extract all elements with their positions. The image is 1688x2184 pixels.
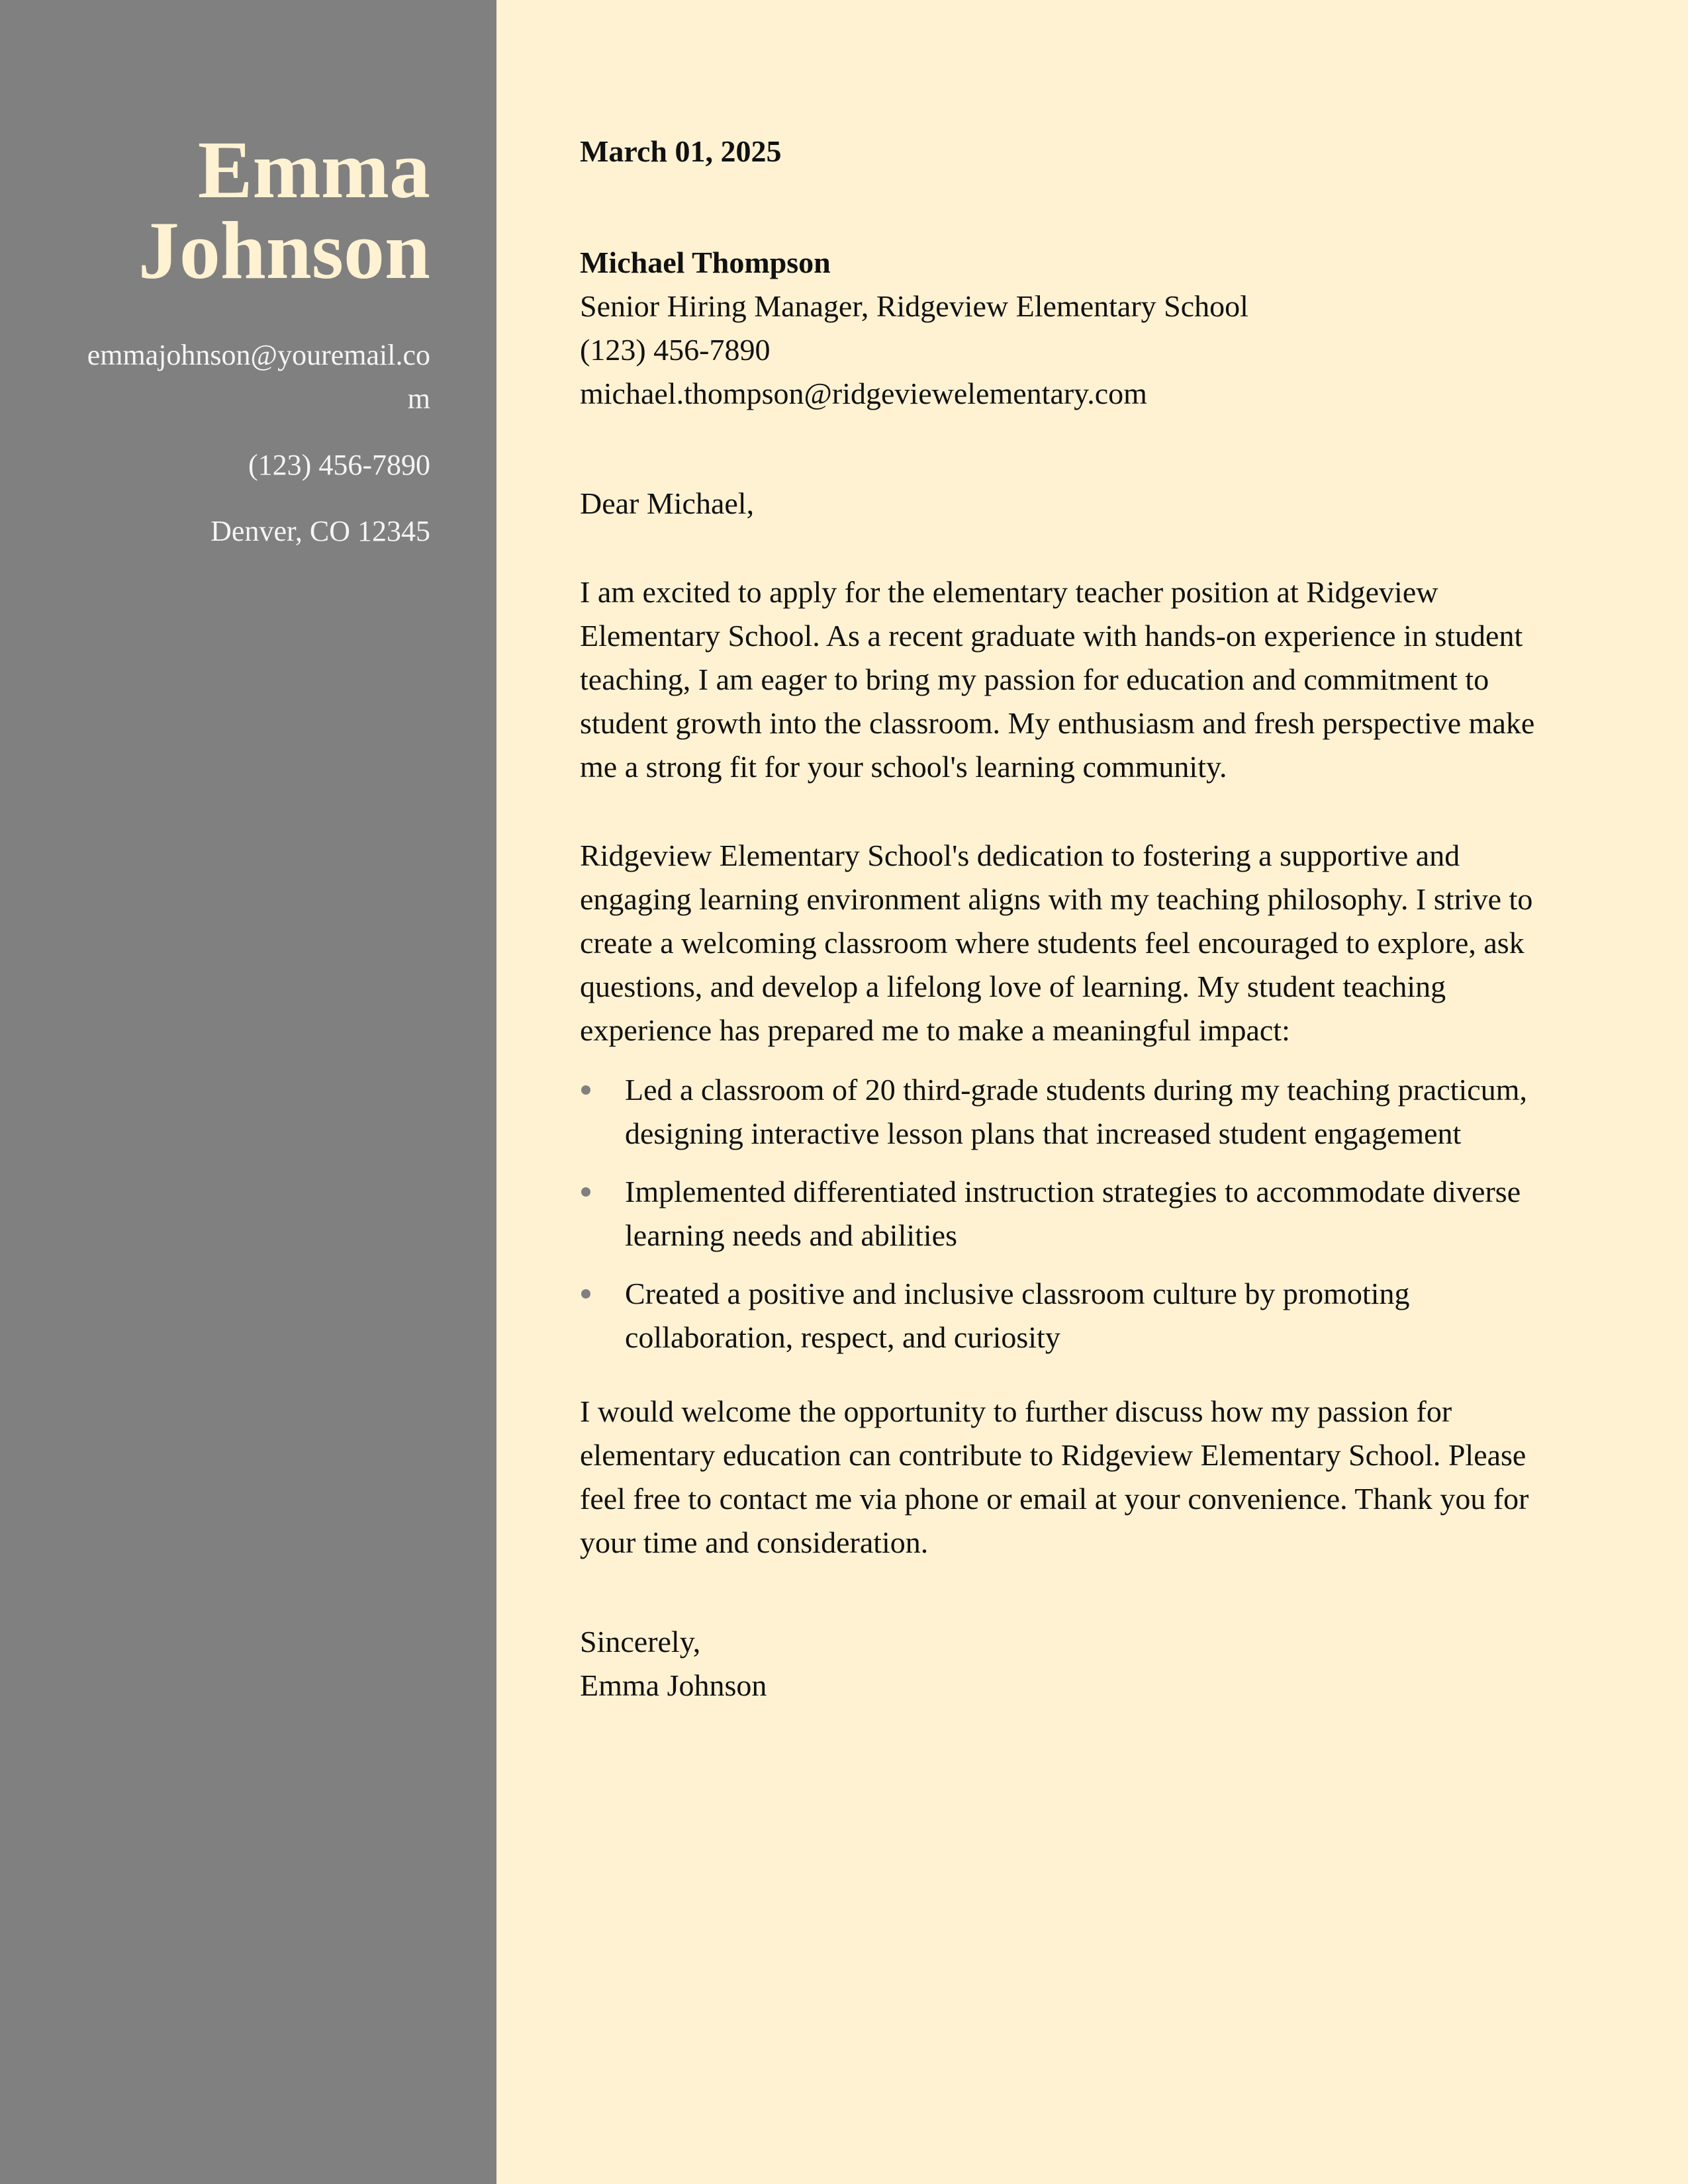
sender-first-name: Emma xyxy=(197,124,430,215)
letter-date: March 01, 2025 xyxy=(580,134,782,168)
signature: Emma Johnson xyxy=(580,1668,767,1702)
list-item-text: Led a classroom of 20 third-grade students during my teaching practicum, designing interactive lesson plans that increased student engagement xyxy=(625,1073,1527,1150)
list-item xyxy=(580,1068,1573,1156)
sender-last-name: Johnson xyxy=(138,205,430,296)
recipient-title: Senior Hiring Manager, Ridgeview Elementary School xyxy=(580,289,1248,323)
salutation: Dear Michael, xyxy=(580,486,755,520)
list-item xyxy=(580,1170,1573,1257)
bullet-dot-icon xyxy=(581,1187,590,1197)
bullet-dot-icon xyxy=(581,1289,590,1298)
list-item-text: Implemented differentiated instruction strategies to accommodate diverse learning needs and abilities xyxy=(625,1175,1521,1252)
recipient-name: Michael Thompson xyxy=(580,246,831,279)
sender-contact xyxy=(66,334,430,553)
sidebar xyxy=(0,0,496,2184)
recipient-block xyxy=(580,241,1573,416)
letter-body xyxy=(580,130,1573,1707)
list-item-text: Created a positive and inclusive classroom culture by promoting collaboration, respect, and curiosity xyxy=(625,1277,1410,1354)
recipient-email[interactable]: michael.thompson@ridgeviewelementary.com xyxy=(580,377,1147,410)
paragraph-alignment: Ridgeview Elementary School's dedication to fostering a supportive and engaging learning environment aligns with my teaching philosophy. I strive to create a welcoming classroom where students feel encouraged to explore, ask questions, and develop a lifelong love of learning. My student teaching experience has prepared me to make a meaningful impact: xyxy=(580,839,1533,1047)
paragraph-intro: I am excited to apply for the elementary teacher position at Ridgeview Elementary School. As a recent graduate with hands-on experience in student teaching, I am eager to bring my passion for education and commitment to student growth into the classroom. My enthusiasm and fresh perspective make me a strong fit for your school's learning community. xyxy=(580,575,1535,784)
paragraph-closing: I would welcome the opportunity to further discuss how my passion for elementary education can contribute to Ridgeview Elementary School. Please feel free to contact me via phone or email at your convenience. Thank you for your time and consideration. xyxy=(580,1394,1529,1559)
recipient-phone[interactable]: (123) 456-7890 xyxy=(580,333,771,367)
sender-email[interactable]: emmajohnson@youremail.com xyxy=(87,339,430,415)
sender-location: Denver, CO 12345 xyxy=(211,515,430,547)
bullet-dot-icon xyxy=(581,1085,590,1095)
sender-phone[interactable]: (123) 456-7890 xyxy=(248,449,430,481)
list-item xyxy=(580,1272,1573,1359)
sender-name xyxy=(66,124,430,296)
closing-block xyxy=(580,1620,1573,1707)
closing-phrase: Sincerely, xyxy=(580,1625,701,1659)
achievement-list xyxy=(580,1068,1573,1359)
